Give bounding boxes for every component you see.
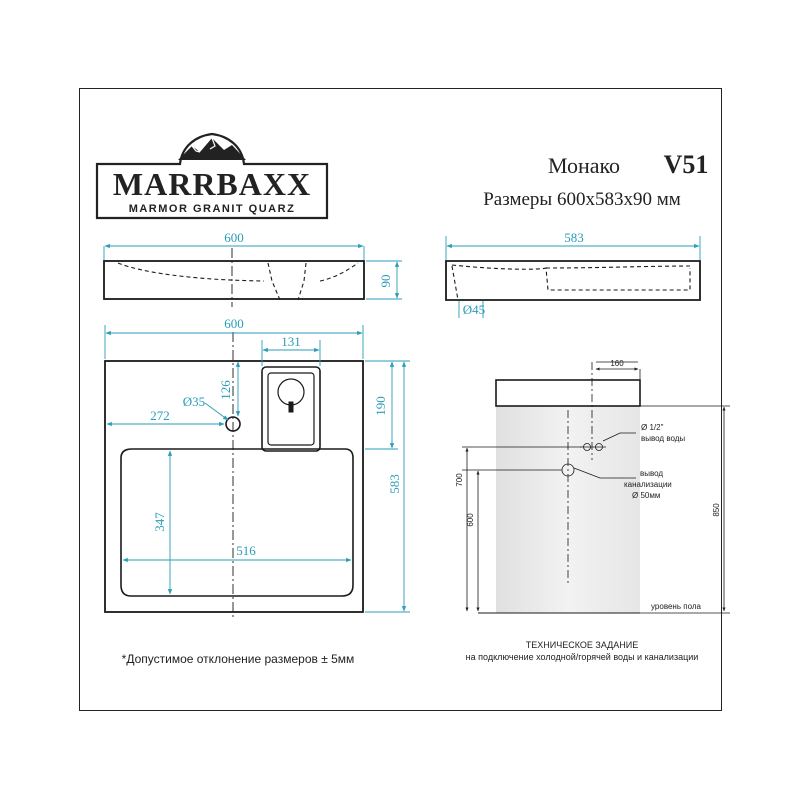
top-dimensions xyxy=(105,325,410,612)
front-height-label: 90 xyxy=(378,274,393,288)
front-view xyxy=(104,248,364,307)
install-dim-top: 160 xyxy=(610,359,624,368)
front-width-label: 600 xyxy=(224,230,244,245)
bowl-depth-label: 347 xyxy=(152,512,167,532)
hole-offset-left-label: 272 xyxy=(150,408,170,423)
drain-label-1: вывод xyxy=(640,469,664,478)
hole-offset-top-label: 126 xyxy=(218,380,233,400)
side-depth-label: 583 xyxy=(564,230,584,245)
brand-name: MARRBAXX xyxy=(112,166,312,202)
tolerance-note: *Допустимое отклонение размеров ± 5мм xyxy=(121,652,355,666)
installation-scheme xyxy=(462,362,730,613)
model-code: V51 xyxy=(663,150,709,179)
floor-label: уровень пола xyxy=(651,602,701,611)
drain-size: Ø 50мм xyxy=(632,491,661,500)
brand-tagline: MARMOR GRANIT QUARZ xyxy=(128,203,296,215)
spec-subtitle: на подключение холодной/горячей воды и канализации xyxy=(465,652,699,662)
bowl-width-label: 516 xyxy=(236,543,256,558)
brand-logo xyxy=(97,134,327,218)
height-drain-label: 700 xyxy=(455,473,464,487)
faucet-width-label: 131 xyxy=(281,334,301,349)
side-view xyxy=(446,261,700,300)
faucet-zone-depth-label: 190 xyxy=(373,396,388,416)
drain-label-2: канализации xyxy=(624,480,672,489)
water-outlet-size: Ø 1/2" xyxy=(641,423,664,432)
hole-diameter-label: Ø35 xyxy=(182,394,206,409)
top-view xyxy=(105,332,363,620)
water-outlet-label: вывод воды xyxy=(641,434,686,443)
spec-title: ТЕХНИЧЕСКОЕ ЗАДАНИЕ xyxy=(525,640,639,650)
front-width-dim xyxy=(104,246,364,260)
side-drain-label: Ø45 xyxy=(462,302,486,317)
top-width-label: 600 xyxy=(224,316,244,331)
mountain-icon xyxy=(178,138,246,160)
height-total-label: 850 xyxy=(712,503,721,517)
height-water-label: 600 xyxy=(466,513,475,527)
model-name: Монако xyxy=(547,153,621,178)
size-line: Размеры 600x583x90 мм xyxy=(483,189,681,210)
total-depth-label: 583 xyxy=(387,474,402,494)
